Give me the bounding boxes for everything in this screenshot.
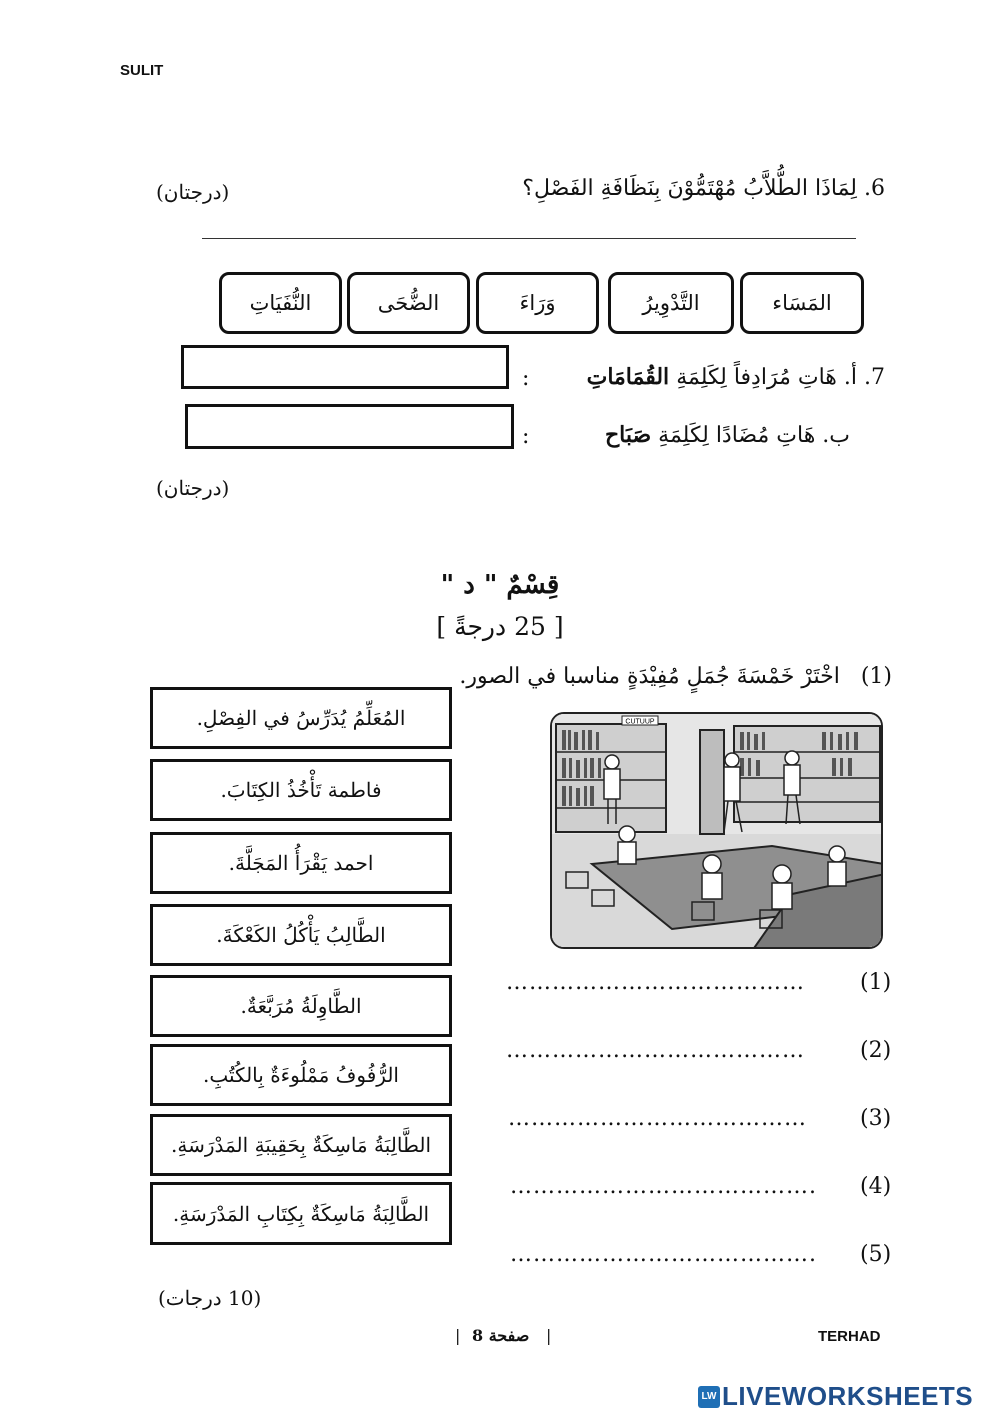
answer-row-5[interactable] [510,1242,817,1267]
answer-row-1[interactable] [506,970,805,995]
question-7b-prefix: ب. هَاتِ مُضَادًا لِكَلِمَةِ [658,423,850,448]
answer-row-2[interactable] [506,1038,805,1063]
question-7b-colon: : [522,424,530,449]
question-6-marks: (درجتان) [156,180,230,204]
answer-number-4: (4) [860,1174,892,1199]
footer-terhad: TERHAD [818,1328,881,1345]
word-bank-item[interactable]: وَرَاءَ [476,272,599,334]
answer-dots: …………………………………. [510,1242,817,1267]
answer-dots: ………………………………… [506,1038,805,1063]
answer-row-4[interactable] [510,1174,817,1199]
sentence-option[interactable]: الطَّالِبُ يَأْكُلُ الكَعْكَةَ. [150,904,452,966]
footer-separator-left: | [455,1326,461,1345]
sentence-option[interactable]: الطَّالِبَةُ مَاسِكَةٌ بِحَقِيبَةِ المَدْرَسَةِ. [150,1114,452,1176]
word-bank-item[interactable]: المَسَاء [740,272,864,334]
question-7a-word: القُمَامَاتِ [586,364,670,390]
question-6-text: لِمَاذَا الطُّلاَّبُ مُهْتَمُّوْنَ بِنَظَافَةِ الفَصْلِ؟ [522,176,857,201]
question-7-marks: (درجتان) [156,476,230,500]
header-sulit: SULIT [120,62,164,79]
library-scene-image [552,714,883,949]
liveworksheets-logo-icon: LW [698,1386,720,1408]
answer-dots: ………………………………… [506,970,805,995]
library-illustration [550,712,883,949]
question-7a-colon: : [522,366,530,391]
answer-dots: ………………………………… [508,1106,807,1131]
question-7a [587,364,885,390]
question-7b-word: صَبَاح [604,422,652,448]
question-6 [522,176,885,201]
word-bank-item[interactable]: التَّدْوِيرُ [608,272,734,334]
question-7a-answer-box[interactable] [181,345,509,389]
section-title: قِسْمٌ " د " [440,570,560,600]
sentence-option[interactable]: فاطمة تَأْخُذُ الكِتَابَ. [150,759,452,821]
answer-number-5: (5) [860,1242,892,1267]
footer-separator-right: | [546,1326,552,1345]
question-7b-answer-box[interactable] [185,404,514,449]
library-sign: CUTUUP [625,718,655,726]
word-bank-item[interactable]: النُّفَيَاتِ [219,272,342,334]
answer-dots: …………………………………. [510,1174,817,1199]
question-7a-prefix: أ. هَاتِ مُرَادِفاً لِكَلِمَةِ [676,365,857,390]
question-6-answer-line[interactable] [202,238,856,239]
answer-number-2: (2) [860,1038,892,1063]
sentence-option[interactable]: الرُّفُوفُ مَمْلُوءَةٌ بِالكُتُبِ. [150,1044,452,1106]
footer-page-number: صفحة 8 [472,1326,530,1345]
sentence-option[interactable]: احمد يَقْرَأُ المَجَلَّةَ. [150,832,452,894]
question-1-text: اخْتَرْ خَمْسَةَ جُمَلٍ مُفِيْدَةٍ مناسبا في الصور. [459,664,840,689]
word-bank-item[interactable]: الضُّحَى [347,272,470,334]
liveworksheets-watermark [698,1381,973,1412]
liveworksheets-text: LIVEWORKSHEETS [722,1381,974,1411]
question-1-number: (1) [860,664,892,689]
sentence-option[interactable]: الطَّاوِلَةُ مُرَبَّعَةٌ. [150,975,452,1037]
question-7b [605,422,850,448]
question-7-number: 7. [864,365,885,390]
sentence-option[interactable]: الطَّالِبَةُ مَاسِكَةٌ بِكِتَابِ المَدْرَسَةِ. [150,1182,452,1245]
answer-number-3: (3) [860,1106,892,1131]
question-6-number: 6. [864,176,885,201]
answer-row-3[interactable] [508,1106,807,1131]
question-1-instruction [459,664,892,689]
section-points: [ 25 درجةً ] [436,612,564,641]
question-1-marks: (10 درجات) [158,1286,262,1310]
answer-number-1: (1) [860,970,892,995]
sentence-option[interactable]: المُعَلِّمُ يُدَرِّسُ في الفِصْلِ. [150,687,452,749]
